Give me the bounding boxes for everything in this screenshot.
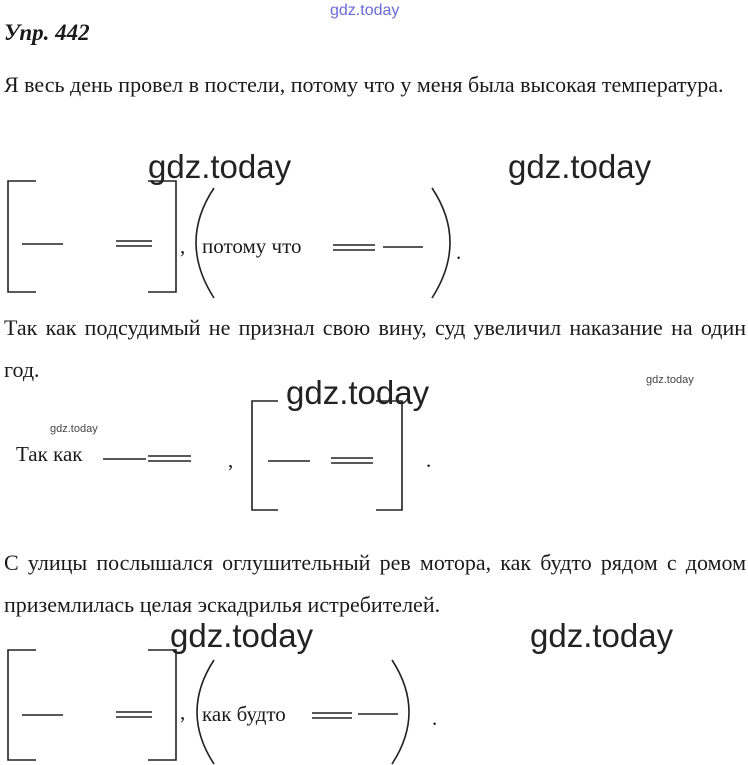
watermark-small: gdz.today [646,374,694,386]
scheme-3-comma: , [180,700,186,724]
watermark-small: gdz.today [50,423,98,435]
scheme-1-period: . [456,240,462,264]
watermark: gdz.today [170,617,314,654]
scheme-2-period: . [426,448,432,472]
sentence-3: С улицы послышался оглушительный рев мотора, как будто рядом с домом приземлилась целая эскадрилья истребителей. [4,550,746,617]
sentence-1: Я весь день провел в постели, потому что у меня была высокая температура. [4,72,724,97]
watermark: gdz.today [286,374,430,411]
scheme-1-comma: , [180,234,186,258]
scheme-3-period: . [432,706,438,730]
watermark: gdz.today [148,148,292,185]
exercise-title: Упр. 442 [4,20,90,45]
watermark: gdz.today [530,617,674,654]
sentence-2: Так как подсудимый не признал свою вину, суд увеличил наказание на один год. [4,315,746,382]
scheme-3-conjunction: как будто [202,702,286,726]
watermark: gdz.today [508,148,652,185]
scheme-2-conjunction: Так как [16,442,83,466]
scheme-2-comma: , [228,448,234,472]
scheme-1-conjunction: потому что [202,234,302,258]
watermark-top: gdz.today [330,2,400,19]
